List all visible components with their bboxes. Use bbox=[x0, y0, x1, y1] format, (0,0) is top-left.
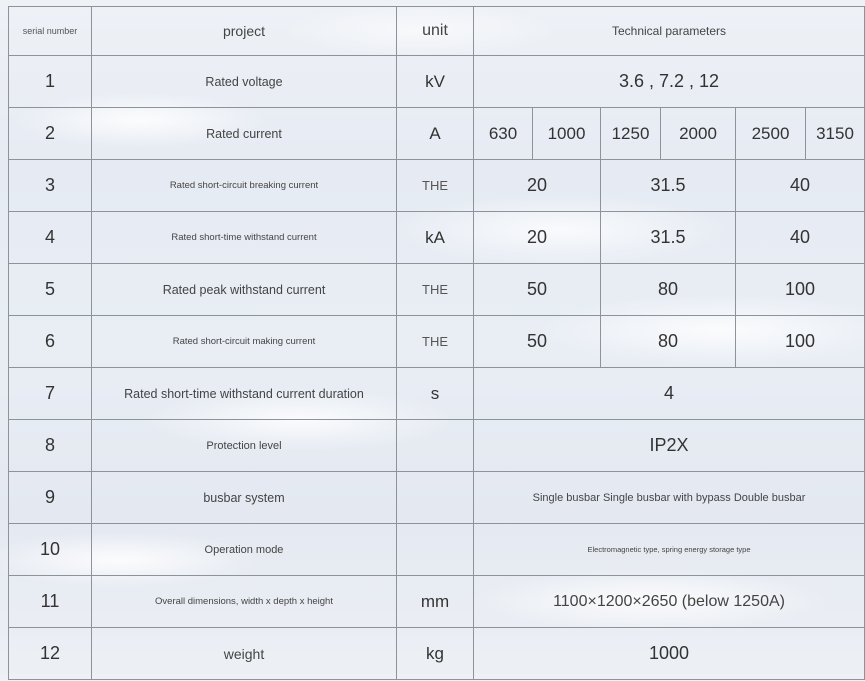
serial-number-cell: 5 bbox=[9, 264, 92, 316]
value-cell: 1000 bbox=[474, 628, 865, 680]
value-cell: 40 bbox=[736, 160, 865, 212]
serial-number-cell: 9 bbox=[9, 472, 92, 524]
value-cell: 3.6 , 7.2 , 12 bbox=[474, 56, 865, 108]
serial-number-cell: 1 bbox=[9, 56, 92, 108]
table-row bbox=[9, 420, 865, 472]
header-row bbox=[9, 7, 865, 56]
table-row bbox=[9, 576, 865, 628]
unit-cell: A bbox=[397, 108, 474, 160]
value-cell: 2000 bbox=[661, 108, 736, 160]
project-cell: Rated short-circuit making current bbox=[92, 316, 397, 368]
unit-cell: THE bbox=[397, 316, 474, 368]
serial-number-cell: 7 bbox=[9, 368, 92, 420]
unit-cell bbox=[397, 472, 474, 524]
table-row bbox=[9, 160, 865, 212]
unit-cell: THE bbox=[397, 264, 474, 316]
serial-number-cell: 10 bbox=[9, 524, 92, 576]
value-cell: 2500 bbox=[736, 108, 806, 160]
serial-number-cell: 8 bbox=[9, 420, 92, 472]
value-cell: Electromagnetic type, spring energy storage type bbox=[474, 524, 865, 576]
table-row bbox=[9, 108, 865, 160]
value-cell: 100 bbox=[736, 264, 865, 316]
serial-number-cell: 2 bbox=[9, 108, 92, 160]
serial-number-cell: 6 bbox=[9, 316, 92, 368]
project-cell: Rated short-time withstand current duration bbox=[92, 368, 397, 420]
value-cell: 50 bbox=[474, 316, 601, 368]
header-unit: unit bbox=[397, 7, 474, 56]
serial-number-cell: 12 bbox=[9, 628, 92, 680]
table-row bbox=[9, 264, 865, 316]
value-cell: 100 bbox=[736, 316, 865, 368]
value-cell: 31.5 bbox=[601, 160, 736, 212]
value-cell: 1100×1200×2650 (below 1250A) bbox=[474, 576, 865, 628]
project-cell: Rated voltage bbox=[92, 56, 397, 108]
unit-cell: s bbox=[397, 368, 474, 420]
project-cell: Protection level bbox=[92, 420, 397, 472]
project-cell: weight bbox=[92, 628, 397, 680]
value-cell: 20 bbox=[474, 212, 601, 264]
unit-cell: kV bbox=[397, 56, 474, 108]
project-cell: Rated short-time withstand current bbox=[92, 212, 397, 264]
header-project: project bbox=[92, 7, 397, 56]
serial-number-cell: 3 bbox=[9, 160, 92, 212]
value-cell: 3150 bbox=[806, 108, 865, 160]
technical-parameters-table bbox=[8, 6, 865, 680]
table-row bbox=[9, 212, 865, 264]
table-row bbox=[9, 524, 865, 576]
unit-cell: kA bbox=[397, 212, 474, 264]
serial-number-cell: 11 bbox=[9, 576, 92, 628]
project-cell: Rated peak withstand current bbox=[92, 264, 397, 316]
project-cell: Operation mode bbox=[92, 524, 397, 576]
value-cell: 630 bbox=[474, 108, 533, 160]
project-cell: Overall dimensions, width x depth x height bbox=[92, 576, 397, 628]
value-cell: 1250 bbox=[601, 108, 661, 160]
table-row bbox=[9, 368, 865, 420]
project-cell: Rated short-circuit breaking current bbox=[92, 160, 397, 212]
table-row bbox=[9, 628, 865, 680]
value-cell: 4 bbox=[474, 368, 865, 420]
value-cell: 40 bbox=[736, 212, 865, 264]
value-cell: 1000 bbox=[533, 108, 601, 160]
value-cell: 20 bbox=[474, 160, 601, 212]
unit-cell bbox=[397, 524, 474, 576]
project-cell: busbar system bbox=[92, 472, 397, 524]
value-cell: 80 bbox=[601, 264, 736, 316]
unit-cell: kg bbox=[397, 628, 474, 680]
value-cell: 31.5 bbox=[601, 212, 736, 264]
value-cell: 50 bbox=[474, 264, 601, 316]
unit-cell: THE bbox=[397, 160, 474, 212]
serial-number-cell: 4 bbox=[9, 212, 92, 264]
table-row bbox=[9, 472, 865, 524]
header-technical-parameters: Technical parameters bbox=[474, 7, 865, 56]
table-row bbox=[9, 316, 865, 368]
value-cell: IP2X bbox=[474, 420, 865, 472]
value-cell: 80 bbox=[601, 316, 736, 368]
table-row bbox=[9, 56, 865, 108]
header-serial-number: serial number bbox=[9, 7, 92, 56]
value-cell: Single busbar Single busbar with bypass Double busbar bbox=[474, 472, 865, 524]
project-cell: Rated current bbox=[92, 108, 397, 160]
unit-cell bbox=[397, 420, 474, 472]
unit-cell: mm bbox=[397, 576, 474, 628]
